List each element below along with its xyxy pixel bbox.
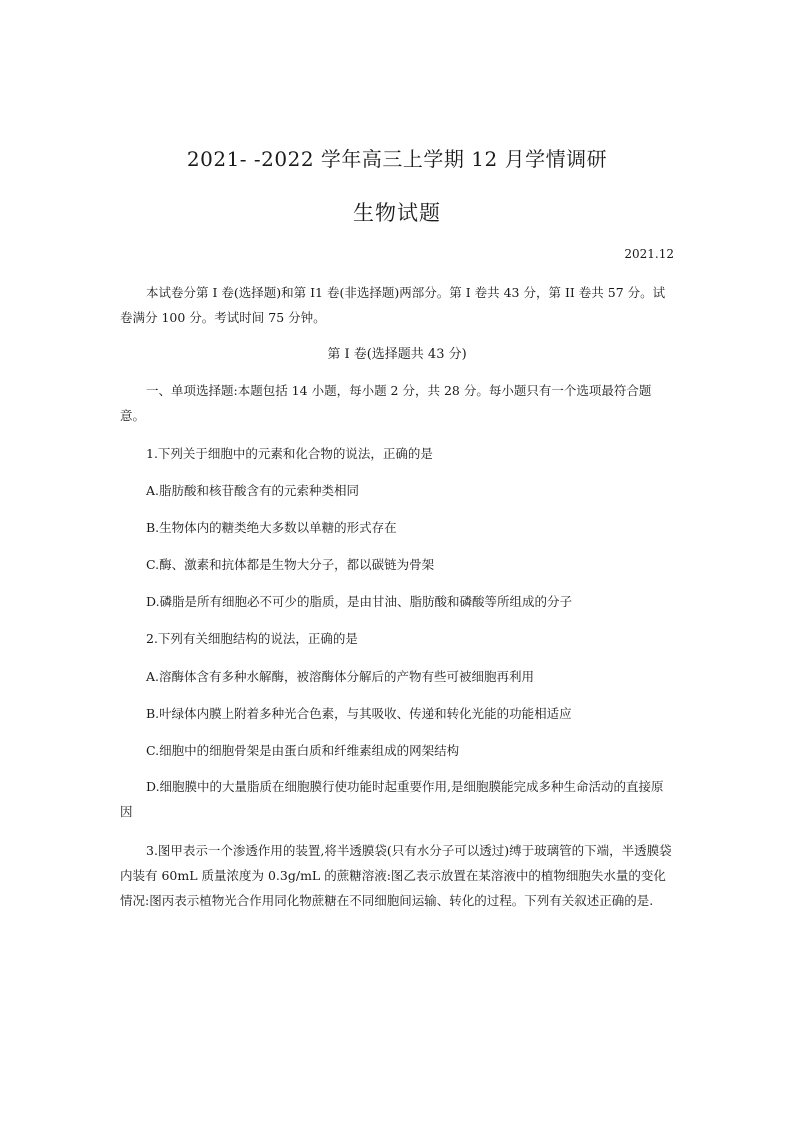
exam-title: 2021- -2022 学年高三上学期 12 月学情调研 [186, 147, 608, 171]
question-2-stem: 2.下列有关细胞结构的说法，正确的是 [146, 631, 358, 646]
question-1-option-a: A.脂肪酸和核苷酸含有的元索种类相同 [146, 483, 360, 498]
question-2-option-c: C.细胞中的细胞骨架是由蛋白质和纤维素组成的网架结构 [146, 743, 460, 758]
section-title: 第 I 卷(选择题共 43 分) [327, 347, 467, 362]
question-1-stem: 1.下列关于细胞中的元素和化合物的说法，正确的是 [146, 446, 433, 461]
question-1-option-b: B.生物体内的糖类绝大多数以单糖的形式存在 [146, 520, 397, 535]
question-1-option-c: C.酶、激素和抗体都是生物大分子，都以碳链为骨架 [146, 557, 435, 572]
part-instruction: 一、单项选择题:本题包括 14 小题，每小题 2 分，共 28 分。每小题只有一个选项最符合题意。 [120, 383, 652, 423]
intro-paragraph: 本试卷分第 I 卷(选择题)和第 I1 卷(非选择题)两部分。第 I 卷共 43 分，第 II 卷共 57 分。试卷满分 100 分。考试时间 75 分钟。 [120, 285, 666, 325]
exam-date: 2021.12 [624, 247, 674, 261]
question-2-option-d: D.细胞膜中的大量脂质在细胞膜行使功能时起重要作用,是细胞膜能完成多种生命活动的直接原因 [120, 779, 664, 819]
question-3-stem: 3.图甲表示一个渗透作用的装置,将半透膜袋(只有水分子可以透过)缚于玻璃管的下端，半透膜袋内装有 60mL 质量浓度为 0.3g/mL 的蔗糖溶液:图乙表示放置在某溶液中的植物细胞失水量的变化情况:图丙表示植物光合作用同化物蔗糖在不同细胞间运输、转化的过程。下列有关叙述正确的是. [120, 843, 672, 908]
question-2-option-a: A.溶酶体含有多种水解酶，被溶酶体分解后的产物有些可被细胞再利用 [146, 669, 535, 684]
question-1-option-d: D.磷脂是所有细胞必不可少的脂质，是由甘油、脂肪酸和磷酸等所组成的分子 [146, 594, 573, 609]
question-2-option-b: B.叶绿体内膜上附着多种光合色素，与其吸收、传递和转化光能的功能相适应 [146, 706, 572, 721]
exam-subtitle: 生物试题 [353, 201, 441, 225]
